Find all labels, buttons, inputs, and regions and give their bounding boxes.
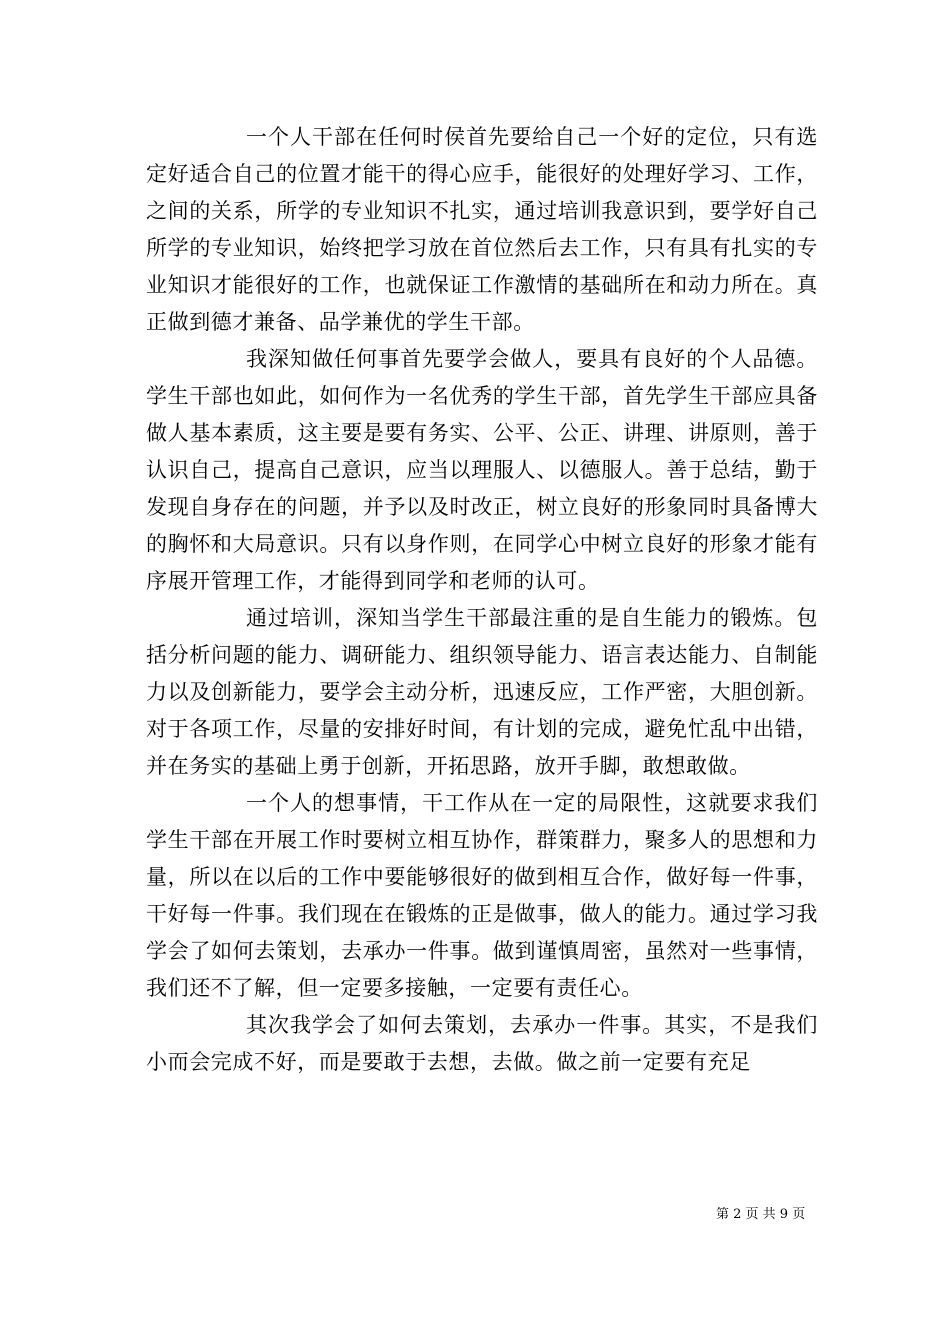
document-body — [146, 119, 818, 1081]
paragraph-1: 一个人干部在任何时侯首先要给自己一个好的定位，只有选定好适合自己的位置才能干的得心应手，能很好的处理好学习、工作，之间的关系，所学的专业知识不扎实，通过培训我意识到，要学好自己所学的专业知识，始终把学习放在首位然后去工作，只有具有扎实的专业知识才能很好的工作，也就保证工作激情的基础所在和动力所在。真正做到德才兼备、品学兼优的学生干部。 — [146, 125, 818, 334]
paragraph-5: 其次我学会了如何去策划，去承办一件事。其实，不是我们小而会完成不好，而是要敢于去想，去做。做之前一定要有充足 — [146, 1013, 818, 1074]
paragraph-3: 通过培训，深知当学生干部最注重的是自生能力的锻炼。包括分析问题的能力、调研能力、组织领导能力、语言表达能力、自制能力以及创新能力，要学会主动分析，迅速反应，工作严密，大胆创新。对于各项工作，尽量的安排好时间，有计划的完成，避免忙乱中出错，并在务实的基础上勇于创新，开拓思路，放开手脚，敢想敢做。 — [146, 606, 818, 778]
paragraph-4: 一个人的想事情，干工作从在一定的局限性，这就要求我们学生干部在开展工作时要树立相互协作，群策群力，聚多人的思想和力量，所以在以后的工作中要能够很好的做到相互合作，做好每一件事，干好每一件事。我们现在在锻炼的正是做事，做人的能力。通过学习我学会了如何去策划，去承办一件事。做到谨慎周密，虽然对一些事情，我们还不了解，但一定要多接触，一定要有责任心。 — [146, 791, 818, 1000]
paragraph-2: 我深知做任何事首先要学会做人，要具有良好的个人品德。学生干部也如此，如何作为一名优秀的学生干部，首先学生干部应具备做人基本素质，这主要是要有务实、公平、公正、讲理、讲原则，善于认识自己，提高自己意识，应当以理服人、以德服人。善于总结，勤于发现自身存在的问题，并予以及时改正，树立良好的形象同时具备博大的胸怀和大局意识。只有以身作则，在同学心中树立良好的形象才能有序展开管理工作，才能得到同学和老师的认可。 — [146, 347, 818, 593]
page-number-footer: 第 2 页 共 9 页 — [716, 1207, 806, 1222]
